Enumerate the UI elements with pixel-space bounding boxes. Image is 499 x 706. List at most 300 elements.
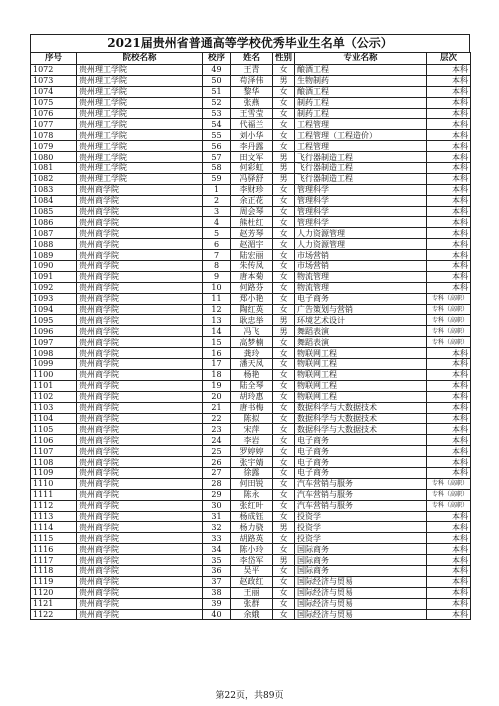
school-index: 15 <box>203 337 231 348</box>
student-sex: 女 <box>273 500 295 511</box>
student-name: 赵政红 <box>231 576 273 587</box>
school-name: 贵州商学院 <box>77 402 203 413</box>
school-name: 贵州商学院 <box>77 446 203 457</box>
school-name: 贵州商学院 <box>77 261 203 272</box>
row-number: 1116 <box>31 544 77 555</box>
row-number: 1118 <box>31 565 77 576</box>
student-sex: 男 <box>273 555 295 566</box>
school-index: 32 <box>203 522 231 533</box>
student-name: 李岱军 <box>231 555 273 566</box>
school-name: 贵州商学院 <box>77 369 203 380</box>
student-sex: 女 <box>273 195 295 206</box>
school-name: 贵州商学院 <box>77 380 203 391</box>
table-row <box>31 587 471 598</box>
major-name: 数据科学与大数据技术 <box>295 424 427 435</box>
student-sex: 女 <box>273 228 295 239</box>
row-number: 1122 <box>31 609 77 620</box>
student-sex: 女 <box>273 217 295 228</box>
row-number: 1077 <box>31 119 77 130</box>
school-name: 贵州商学院 <box>77 435 203 446</box>
major-name: 飞行器制造工程 <box>295 173 427 184</box>
table-row <box>31 457 471 468</box>
table-row <box>31 446 471 457</box>
table-row <box>31 206 471 217</box>
school-index: 22 <box>203 413 231 424</box>
row-number: 1083 <box>31 184 77 195</box>
school-index: 6 <box>203 239 231 250</box>
student-sex: 女 <box>273 402 295 413</box>
school-name: 贵州商学院 <box>77 217 203 228</box>
school-index: 11 <box>203 293 231 304</box>
major-name: 环境艺术设计 <box>295 315 427 326</box>
row-number: 1078 <box>31 130 77 141</box>
table-row <box>31 293 471 304</box>
major-name: 舞蹈表演 <box>295 326 427 337</box>
school-index: 21 <box>203 402 231 413</box>
school-index: 4 <box>203 217 231 228</box>
school-name: 贵州理工学院 <box>77 108 203 119</box>
major-name: 汽车营销与服务 <box>295 500 427 511</box>
school-index: 12 <box>203 304 231 315</box>
table-row <box>31 500 471 511</box>
student-name: 朱传凤 <box>231 261 273 272</box>
student-sex: 男 <box>273 75 295 86</box>
major-name: 管理科学 <box>295 195 427 206</box>
education-level: 本科 <box>427 65 471 76</box>
education-level: 专科（高职） <box>427 293 471 304</box>
school-index: 29 <box>203 489 231 500</box>
student-sex: 女 <box>273 108 295 119</box>
table-body <box>31 65 471 620</box>
table-row <box>31 424 471 435</box>
student-name: 陈永 <box>231 489 273 500</box>
school-name: 贵州理工学院 <box>77 173 203 184</box>
major-name: 人力资源管理 <box>295 228 427 239</box>
table-row <box>31 217 471 228</box>
student-sex: 女 <box>273 250 295 261</box>
row-number: 1088 <box>31 239 77 250</box>
education-level: 本科 <box>427 446 471 457</box>
major-name: 管理科学 <box>295 206 427 217</box>
table-row <box>31 489 471 500</box>
major-name: 工程管理 <box>295 119 427 130</box>
major-name: 酿酒工程 <box>295 86 427 97</box>
major-name: 国际商务 <box>295 544 427 555</box>
row-number: 1080 <box>31 152 77 163</box>
student-name: 吴平 <box>231 565 273 576</box>
student-name: 张宇婧 <box>231 457 273 468</box>
header-no: 序号 <box>31 53 77 65</box>
table-row <box>31 348 471 359</box>
school-name: 贵州理工学院 <box>77 163 203 174</box>
row-number: 1112 <box>31 500 77 511</box>
row-number: 1092 <box>31 282 77 293</box>
school-index: 49 <box>203 65 231 76</box>
student-sex: 女 <box>273 293 295 304</box>
education-level: 专科（高职） <box>427 337 471 348</box>
student-name: 杨艳 <box>231 369 273 380</box>
table-row <box>31 97 471 108</box>
student-sex: 女 <box>273 348 295 359</box>
major-name: 制药工程 <box>295 108 427 119</box>
education-level: 专科（高职） <box>427 326 471 337</box>
table-row <box>31 511 471 522</box>
table-row <box>31 467 471 478</box>
school-name: 贵州商学院 <box>77 522 203 533</box>
education-level: 专科（高职） <box>427 315 471 326</box>
student-name: 罗婷婷 <box>231 446 273 457</box>
student-sex: 女 <box>273 97 295 108</box>
major-name: 飞行器制造工程 <box>295 163 427 174</box>
school-index: 27 <box>203 467 231 478</box>
education-level: 本科 <box>427 424 471 435</box>
row-number: 1102 <box>31 391 77 402</box>
school-index: 8 <box>203 261 231 272</box>
education-level: 本科 <box>427 108 471 119</box>
major-name: 人力资源管理 <box>295 239 427 250</box>
row-number: 1114 <box>31 522 77 533</box>
student-name: 李财珍 <box>231 184 273 195</box>
student-sex: 女 <box>273 457 295 468</box>
student-name: 黎华 <box>231 86 273 97</box>
education-level: 本科 <box>427 587 471 598</box>
row-number: 1076 <box>31 108 77 119</box>
row-number: 1095 <box>31 315 77 326</box>
student-sex: 男 <box>273 163 295 174</box>
table-row <box>31 65 471 76</box>
school-name: 贵州理工学院 <box>77 97 203 108</box>
education-level: 本科 <box>427 195 471 206</box>
student-sex: 女 <box>273 609 295 620</box>
school-index: 50 <box>203 75 231 86</box>
education-level: 本科 <box>427 152 471 163</box>
student-name: 冯驿舒 <box>231 173 273 184</box>
table-row <box>31 565 471 576</box>
row-number: 1082 <box>31 173 77 184</box>
major-name: 市场营销 <box>295 250 427 261</box>
major-name: 汽车营销与服务 <box>295 489 427 500</box>
school-index: 53 <box>203 108 231 119</box>
table-row <box>31 555 471 566</box>
school-index: 36 <box>203 565 231 576</box>
student-sex: 女 <box>273 239 295 250</box>
student-name: 冯飞 <box>231 326 273 337</box>
school-name: 贵州理工学院 <box>77 86 203 97</box>
major-name: 物联网工程 <box>295 380 427 391</box>
school-name: 贵州商学院 <box>77 544 203 555</box>
student-sex: 女 <box>273 119 295 130</box>
school-index: 1 <box>203 184 231 195</box>
education-level: 本科 <box>427 359 471 370</box>
table-row <box>31 141 471 152</box>
major-name: 国际商务 <box>295 555 427 566</box>
row-number: 1103 <box>31 402 77 413</box>
major-name: 制药工程 <box>295 97 427 108</box>
school-index: 58 <box>203 163 231 174</box>
table-row <box>31 435 471 446</box>
major-name: 数据科学与大数据技术 <box>295 413 427 424</box>
education-level: 本科 <box>427 402 471 413</box>
major-name: 广告策划与营销 <box>295 304 427 315</box>
school-index: 2 <box>203 195 231 206</box>
major-name: 电子商务 <box>295 446 427 457</box>
student-name: 徐露 <box>231 467 273 478</box>
school-index: 40 <box>203 609 231 620</box>
school-name: 贵州商学院 <box>77 315 203 326</box>
major-name: 物联网工程 <box>295 369 427 380</box>
education-level: 本科 <box>427 184 471 195</box>
row-number: 1100 <box>31 369 77 380</box>
table-row <box>31 609 471 620</box>
student-name: 张燕 <box>231 97 273 108</box>
major-name: 国际经济与贸易 <box>295 587 427 598</box>
student-name: 陆全琴 <box>231 380 273 391</box>
table-row <box>31 304 471 315</box>
student-name: 高梦楠 <box>231 337 273 348</box>
row-number: 1079 <box>31 141 77 152</box>
major-name: 工程管理（工程造价） <box>295 130 427 141</box>
table-row <box>31 282 471 293</box>
school-name: 贵州商学院 <box>77 576 203 587</box>
student-sex: 女 <box>273 576 295 587</box>
education-level: 专科（高职） <box>427 500 471 511</box>
school-name: 贵州商学院 <box>77 533 203 544</box>
education-level: 本科 <box>427 413 471 424</box>
student-name: 张群 <box>231 598 273 609</box>
student-sex: 女 <box>273 337 295 348</box>
student-sex: 男 <box>273 315 295 326</box>
student-name: 何路芬 <box>231 282 273 293</box>
school-name: 贵州商学院 <box>77 326 203 337</box>
table-row <box>31 271 471 282</box>
student-name: 李丹露 <box>231 141 273 152</box>
education-level: 本科 <box>427 457 471 468</box>
row-number: 1108 <box>31 457 77 468</box>
school-name: 贵州商学院 <box>77 391 203 402</box>
school-index: 54 <box>203 119 231 130</box>
school-index: 17 <box>203 359 231 370</box>
school-index: 25 <box>203 446 231 457</box>
row-number: 1098 <box>31 348 77 359</box>
school-index: 33 <box>203 533 231 544</box>
header-level: 层次 <box>427 53 471 65</box>
student-sex: 男 <box>273 173 295 184</box>
major-name: 飞行器制造工程 <box>295 152 427 163</box>
major-name: 管理科学 <box>295 184 427 195</box>
school-name: 贵州理工学院 <box>77 65 203 76</box>
student-sex: 女 <box>273 413 295 424</box>
row-number: 1105 <box>31 424 77 435</box>
school-name: 贵州理工学院 <box>77 130 203 141</box>
student-name: 陈拟 <box>231 413 273 424</box>
major-name: 管理科学 <box>295 217 427 228</box>
education-level: 专科（高职） <box>427 478 471 489</box>
education-level: 本科 <box>427 206 471 217</box>
education-level: 本科 <box>427 544 471 555</box>
table-row <box>31 184 471 195</box>
table-row <box>31 163 471 174</box>
school-index: 31 <box>203 511 231 522</box>
student-name: 陆宏丽 <box>231 250 273 261</box>
school-name: 贵州商学院 <box>77 424 203 435</box>
student-sex: 女 <box>273 65 295 76</box>
row-number: 1111 <box>31 489 77 500</box>
school-name: 贵州理工学院 <box>77 152 203 163</box>
table-row <box>31 478 471 489</box>
row-number: 1093 <box>31 293 77 304</box>
table-row <box>31 173 471 184</box>
education-level: 本科 <box>427 609 471 620</box>
student-name: 王丽 <box>231 587 273 598</box>
education-level: 本科 <box>427 369 471 380</box>
education-level: 本科 <box>427 598 471 609</box>
school-name: 贵州商学院 <box>77 250 203 261</box>
student-name: 胡玲惠 <box>231 391 273 402</box>
school-index: 28 <box>203 478 231 489</box>
table-row <box>31 130 471 141</box>
row-number: 1117 <box>31 555 77 566</box>
table-row <box>31 598 471 609</box>
school-name: 贵州商学院 <box>77 489 203 500</box>
student-sex: 女 <box>273 141 295 152</box>
school-name: 贵州商学院 <box>77 195 203 206</box>
table-row <box>31 326 471 337</box>
header-school-index: 校序 <box>203 53 231 65</box>
school-index: 3 <box>203 206 231 217</box>
student-name: 赵湄宇 <box>231 239 273 250</box>
student-sex: 女 <box>273 184 295 195</box>
row-number: 1096 <box>31 326 77 337</box>
table-row <box>31 86 471 97</box>
student-sex: 男 <box>273 152 295 163</box>
table-row <box>31 369 471 380</box>
student-sex: 女 <box>273 467 295 478</box>
education-level: 本科 <box>427 533 471 544</box>
row-number: 1075 <box>31 97 77 108</box>
table-row <box>31 533 471 544</box>
major-name: 国际经济与贸易 <box>295 609 427 620</box>
student-name: 王青 <box>231 65 273 76</box>
school-name: 贵州商学院 <box>77 293 203 304</box>
row-number: 1113 <box>31 511 77 522</box>
education-level: 本科 <box>427 173 471 184</box>
school-index: 34 <box>203 544 231 555</box>
school-index: 10 <box>203 282 231 293</box>
table-row <box>31 522 471 533</box>
row-number: 1091 <box>31 271 77 282</box>
header-school: 院校名称 <box>77 53 203 65</box>
school-index: 19 <box>203 380 231 391</box>
student-name: 唐本菊 <box>231 271 273 282</box>
education-level: 本科 <box>427 380 471 391</box>
major-name: 汽车营销与服务 <box>295 478 427 489</box>
education-level: 本科 <box>427 141 471 152</box>
row-number: 1085 <box>31 206 77 217</box>
student-name: 余正花 <box>231 195 273 206</box>
school-name: 贵州商学院 <box>77 457 203 468</box>
student-sex: 男 <box>273 522 295 533</box>
student-name: 潘天凤 <box>231 359 273 370</box>
row-number: 1120 <box>31 587 77 598</box>
row-number: 1101 <box>31 380 77 391</box>
major-name: 物流管理 <box>295 282 427 293</box>
major-name: 酿酒工程 <box>295 65 427 76</box>
student-name: 陶红英 <box>231 304 273 315</box>
school-name: 贵州商学院 <box>77 271 203 282</box>
table-row <box>31 239 471 250</box>
table-row <box>31 576 471 587</box>
major-name: 物联网工程 <box>295 359 427 370</box>
school-name: 贵州商学院 <box>77 511 203 522</box>
student-sex: 女 <box>273 369 295 380</box>
major-name: 电子商务 <box>295 467 427 478</box>
student-name: 宋萍 <box>231 424 273 435</box>
school-index: 52 <box>203 97 231 108</box>
education-level: 本科 <box>427 250 471 261</box>
student-name: 唐书梅 <box>231 402 273 413</box>
school-name: 贵州商学院 <box>77 359 203 370</box>
row-number: 1110 <box>31 478 77 489</box>
education-level: 本科 <box>427 130 471 141</box>
major-name: 投资学 <box>295 533 427 544</box>
school-index: 51 <box>203 86 231 97</box>
student-name: 郑小艳 <box>231 293 273 304</box>
student-name: 熊杜红 <box>231 217 273 228</box>
student-sex: 女 <box>273 271 295 282</box>
student-sex: 女 <box>273 565 295 576</box>
school-index: 20 <box>203 391 231 402</box>
education-level: 本科 <box>427 576 471 587</box>
school-name: 贵州商学院 <box>77 304 203 315</box>
student-sex: 女 <box>273 130 295 141</box>
student-sex: 男 <box>273 326 295 337</box>
major-name: 生物制药 <box>295 75 427 86</box>
row-number: 1119 <box>31 576 77 587</box>
school-index: 30 <box>203 500 231 511</box>
education-level: 本科 <box>427 282 471 293</box>
student-name: 耿忠举 <box>231 315 273 326</box>
school-index: 59 <box>203 173 231 184</box>
student-sex: 女 <box>273 533 295 544</box>
school-name: 贵州商学院 <box>77 337 203 348</box>
row-number: 1089 <box>31 250 77 261</box>
education-level: 本科 <box>427 119 471 130</box>
education-level: 本科 <box>427 271 471 282</box>
student-name: 何彩虹 <box>231 163 273 174</box>
school-name: 贵州商学院 <box>77 239 203 250</box>
student-sex: 女 <box>273 391 295 402</box>
school-name: 贵州商学院 <box>77 555 203 566</box>
school-index: 24 <box>203 435 231 446</box>
education-level: 专科（高职） <box>427 304 471 315</box>
student-sex: 女 <box>273 206 295 217</box>
school-index: 55 <box>203 130 231 141</box>
school-index: 18 <box>203 369 231 380</box>
school-name: 贵州理工学院 <box>77 75 203 86</box>
student-name: 杨成钰 <box>231 511 273 522</box>
education-level: 专科（高职） <box>427 489 471 500</box>
major-name: 市场营销 <box>295 261 427 272</box>
document-title: 2021届贵州省普通高等学校优秀毕业生名单（公示） <box>30 34 470 52</box>
header-name: 姓名 <box>231 53 273 65</box>
school-index: 14 <box>203 326 231 337</box>
student-sex: 女 <box>273 86 295 97</box>
row-number: 1107 <box>31 446 77 457</box>
school-name: 贵州商学院 <box>77 348 203 359</box>
student-name: 苟泽伟 <box>231 75 273 86</box>
school-index: 38 <box>203 587 231 598</box>
row-number: 1104 <box>31 413 77 424</box>
